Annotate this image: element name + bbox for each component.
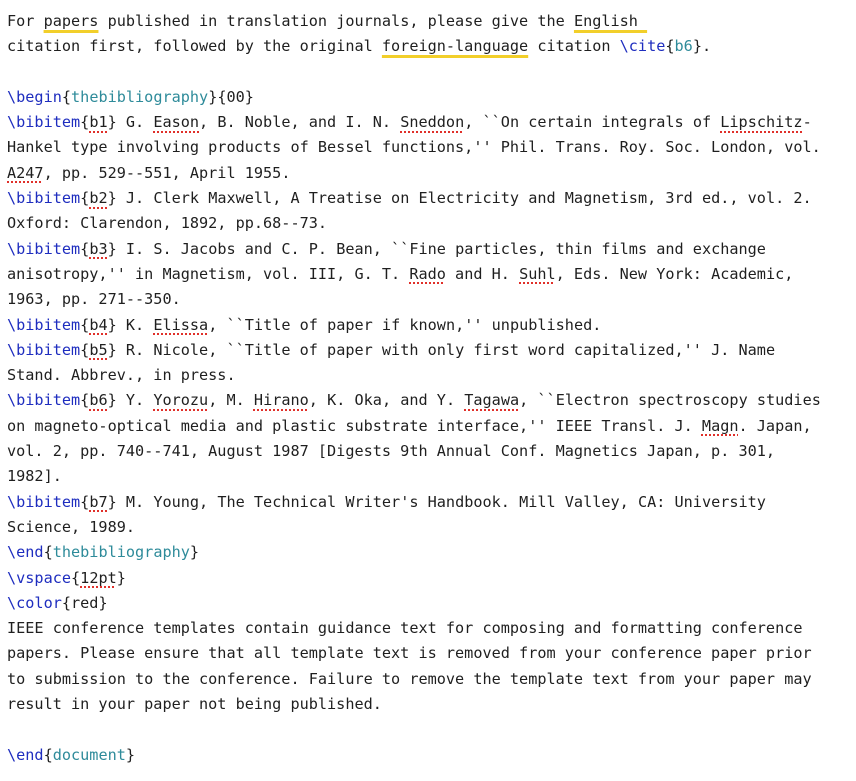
code-text: {	[43, 745, 53, 764]
spellcheck-flagged-word: Tagawa	[464, 391, 520, 410]
editor-line[interactable]	[7, 692, 853, 717]
code-text: }{00}	[208, 87, 254, 106]
editor-line[interactable]	[7, 60, 853, 85]
latex-argument: thebibliography	[52, 543, 190, 562]
editor-line[interactable]	[7, 591, 853, 616]
editor-line[interactable]	[7, 313, 853, 338]
spellcheck-flagged-word: Elissa	[153, 315, 209, 334]
spellcheck-flagged-word: Yorozu	[153, 391, 209, 410]
editor-line[interactable]	[7, 566, 853, 591]
code-text: IEEE conference templates contain guidance text for composing and formatting conference	[7, 619, 803, 638]
spellcheck-flagged-word: b5	[89, 340, 108, 359]
code-text: , K. Oka, and Y.	[308, 391, 465, 410]
code-text: {	[80, 239, 90, 258]
latex-command: \cite	[619, 37, 666, 56]
code-text: {	[61, 87, 72, 106]
code-text: , B. Noble, and I. N.	[199, 113, 401, 132]
code-text: } G.	[107, 113, 154, 132]
code-text: {	[80, 492, 90, 511]
latex-source-editor[interactable]	[7, 9, 853, 768]
code-text: anisotropy,'' in Magnetism, vol. III, G. T.	[7, 264, 410, 283]
code-text: citation first, followed by the original	[7, 37, 382, 56]
code-text: published in translation journals, please give the	[98, 12, 574, 30]
editor-line[interactable]	[7, 110, 853, 135]
spellcheck-flagged-word: b4	[89, 315, 108, 334]
code-text: 1963, pp. 271--350.	[7, 290, 181, 309]
editor-line[interactable]	[7, 743, 853, 768]
spellcheck-flagged-word: Hirano	[253, 391, 309, 410]
code-text: } Y.	[107, 391, 154, 410]
spellcheck-flagged-word: Magn	[701, 416, 739, 435]
code-text: , M.	[208, 391, 254, 410]
code-text: {red}	[61, 593, 108, 612]
highlighted-word: papers	[43, 12, 99, 30]
spellcheck-flagged-word: b6	[89, 391, 108, 410]
editor-line[interactable]	[7, 388, 853, 413]
spellcheck-flagged-word: 12pt	[80, 568, 117, 587]
editor-line[interactable]	[7, 667, 853, 692]
editor-line[interactable]	[7, 540, 853, 565]
code-text: on magneto-optical media and plastic substrate interface,'' IEEE Transl. J.	[7, 416, 702, 435]
code-text: result in your paper not being published.	[7, 695, 382, 714]
code-text: Hankel type involving products of Bessel functions,'' Phil. Trans. Roy. Soc. London, vol.	[7, 138, 821, 157]
code-text: -	[802, 113, 812, 132]
editor-line[interactable]	[7, 287, 853, 312]
code-text: } R. Nicole, ``Title of paper with only first word capitalized,'' J. Name	[107, 340, 776, 359]
code-text: {	[43, 543, 53, 562]
spellcheck-flagged-word: A247	[7, 163, 44, 182]
latex-command: \end	[7, 543, 44, 562]
latex-argument: document	[52, 745, 126, 764]
editor-line[interactable]	[7, 135, 853, 160]
code-text: , ``Title of paper if known,'' unpublished.	[208, 315, 602, 334]
latex-command: \end	[7, 745, 44, 764]
editor-line[interactable]	[7, 717, 853, 742]
editor-line[interactable]	[7, 262, 853, 287]
editor-line[interactable]	[7, 237, 853, 262]
editor-line[interactable]	[7, 85, 853, 110]
editor-line[interactable]	[7, 464, 853, 489]
latex-command: \begin	[7, 87, 62, 106]
latex-argument: thebibliography	[71, 87, 209, 106]
spellcheck-flagged-word: b1	[89, 113, 108, 132]
latex-command: \bibitem	[7, 113, 81, 132]
code-text: , ``On certain integrals of	[464, 113, 721, 132]
code-text: }.	[692, 37, 712, 56]
editor-line[interactable]	[7, 641, 853, 666]
code-text: Oxford: Clarendon, 1892, pp.68--73.	[7, 214, 328, 233]
editor-line[interactable]	[7, 616, 853, 641]
latex-command: \bibitem	[7, 239, 81, 258]
code-text: {	[665, 37, 675, 56]
spellcheck-flagged-word: b2	[89, 189, 108, 208]
editor-line[interactable]	[7, 363, 853, 388]
code-text: papers. Please ensure that all template text is removed from your conference paper prior	[7, 644, 812, 663]
spellcheck-flagged-word: Lipschitz	[720, 113, 803, 132]
spellcheck-flagged-word: Rado	[409, 264, 446, 283]
code-text: , Eds. New York: Academic,	[555, 264, 794, 283]
editor-line[interactable]	[7, 439, 853, 464]
latex-command: \bibitem	[7, 340, 81, 359]
highlighted-word: foreign-language	[381, 37, 529, 56]
editor-line[interactable]	[7, 186, 853, 211]
code-text: citation	[528, 37, 620, 56]
code-text: {	[80, 315, 90, 334]
editor-line[interactable]	[7, 515, 853, 540]
latex-command: \bibitem	[7, 315, 81, 334]
code-text: {	[80, 189, 90, 208]
editor-line[interactable]	[7, 490, 853, 515]
code-text: For	[7, 12, 44, 30]
spellcheck-flagged-word: b7	[89, 492, 108, 511]
editor-line[interactable]	[7, 9, 853, 34]
latex-command: \vspace	[7, 568, 72, 587]
code-text: {	[71, 568, 81, 587]
editor-line[interactable]	[7, 161, 853, 186]
latex-command: \color	[7, 593, 62, 612]
code-text: . Japan,	[738, 416, 812, 435]
code-text: and H.	[445, 264, 520, 283]
latex-command: \bibitem	[7, 492, 81, 511]
code-text: {	[80, 391, 90, 410]
code-text: }	[189, 543, 200, 562]
code-text: }	[116, 568, 126, 587]
latex-command: \bibitem	[7, 391, 81, 410]
spellcheck-flagged-word: b3	[89, 239, 108, 258]
editor-line[interactable]	[7, 211, 853, 236]
code-text: {	[80, 340, 90, 359]
code-text: }	[125, 745, 136, 764]
code-text: } J. Clerk Maxwell, A Treatise on Electricity and Magnetism, 3rd ed., vol. 2.	[107, 189, 812, 208]
code-text: 1982].	[7, 467, 62, 486]
code-text: } M. Young, The Technical Writer's Handbook. Mill Valley, CA: University	[107, 492, 766, 511]
spellcheck-flagged-word: Eason	[153, 113, 200, 132]
code-text: {	[80, 113, 90, 132]
highlighted-word: English	[573, 12, 648, 30]
code-text: , ``Electron spectroscopy studies	[519, 391, 821, 410]
code-text: , pp. 529--551, April 1955.	[43, 163, 291, 182]
code-text: } I. S. Jacobs and C. P. Bean, ``Fine particles, thin films and exchange	[107, 239, 766, 258]
editor-line[interactable]	[7, 34, 853, 59]
code-text: Stand. Abbrev., in press.	[7, 366, 236, 385]
code-text: vol. 2, pp. 740--741, August 1987 [Digests 9th Annual Conf. Magnetics Japan, p. 301,	[7, 442, 776, 461]
code-text: } K.	[107, 315, 154, 334]
code-text: Science, 1989.	[7, 517, 136, 536]
spellcheck-flagged-word: Suhl	[519, 264, 556, 283]
latex-command: \bibitem	[7, 189, 81, 208]
code-text: to submission to the conference. Failure to remove the template text from your paper may	[7, 669, 812, 688]
spellcheck-flagged-word: Sneddon	[400, 113, 465, 132]
editor-line[interactable]	[7, 414, 853, 439]
latex-argument: b6	[674, 37, 693, 56]
editor-line[interactable]	[7, 338, 853, 363]
